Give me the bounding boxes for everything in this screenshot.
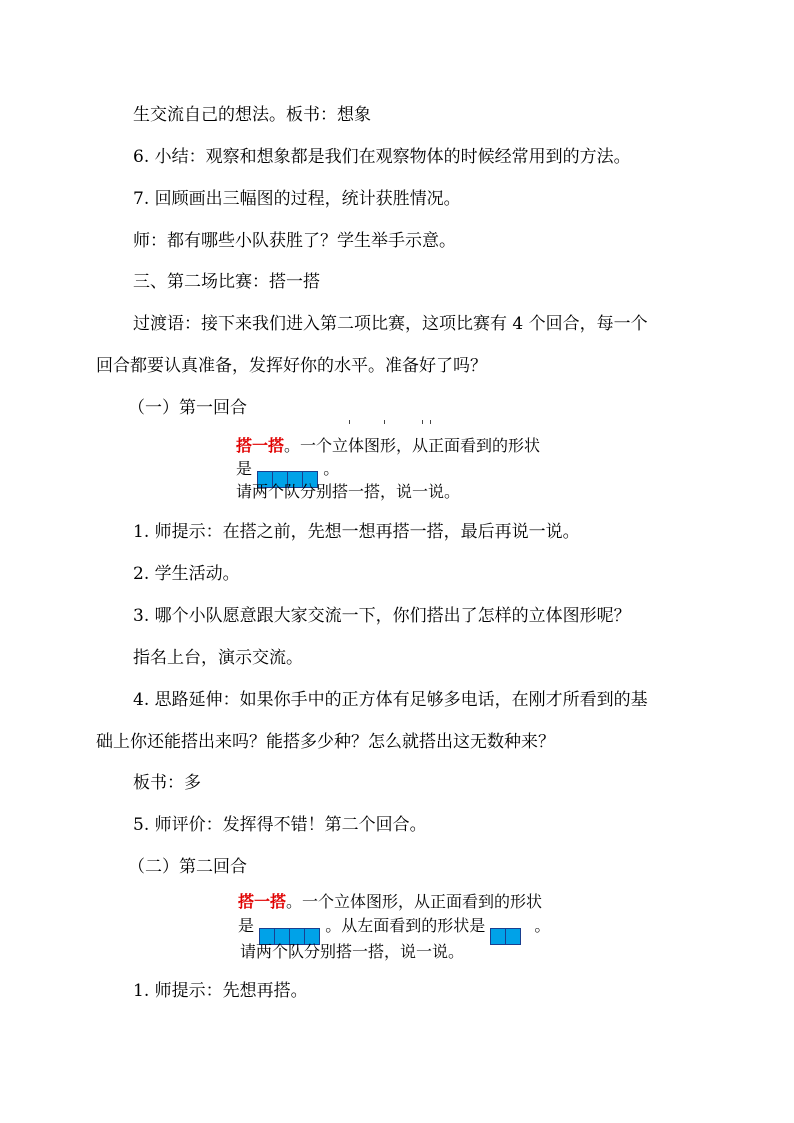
paragraph-line: 1. 师提示：在搭之前，先想一想再搭一搭，最后再说一说。	[133, 522, 580, 542]
figure-1-line-3: 请两个队分别搭一搭，说一说。	[236, 482, 461, 501]
figure-1-text: 。	[323, 459, 340, 478]
square-icon	[491, 929, 506, 944]
paragraph-line: 1. 师提示：先想再搭。	[133, 981, 308, 1001]
subsection-heading: （二）第二回合	[128, 857, 247, 877]
paragraph-line: 指名上台，演示交流。	[133, 648, 303, 668]
section-heading: 三、第二场比赛：搭一搭	[133, 272, 320, 292]
square-icon	[506, 929, 520, 944]
figure-1-text: 。一个立体图形，从正面看到的形状	[284, 436, 541, 455]
paragraph-line: 生交流自己的想法。板书：想象	[133, 105, 371, 125]
paragraph-line: 2. 学生活动。	[133, 564, 240, 584]
figure-1-highlight: 搭一搭	[236, 436, 285, 455]
paragraph-line: 础上你还能搭出来吗？能搭多少种？怎么就搭出这无数种来？	[96, 732, 555, 752]
figure-1-text: 是	[236, 459, 253, 478]
paragraph-line: 板书：多	[133, 773, 201, 793]
paragraph-line: 师：都有哪些小队获胜了？学生举手示意。	[133, 231, 456, 251]
paragraph-line: 回合都要认真准备，发挥好你的水平。准备好了吗？	[96, 356, 487, 376]
figure-2-text: 。从左面看到的形状是	[325, 916, 486, 935]
paragraph-line: 6. 小结：观察和想象都是我们在观察物体的时候经常用到的方法。	[133, 147, 631, 167]
figure-2-text: 。一个立体图形，从正面看到的形状	[286, 892, 543, 911]
figure-2-line-1	[238, 891, 542, 913]
paragraph-line: 3. 哪个小队愿意跟大家交流一下，你们搭出了怎样的立体图形呢？	[133, 606, 631, 626]
figure-2-line-3: 请两个队分别搭一搭，说一说。	[240, 942, 465, 961]
left-view-squares	[490, 928, 521, 945]
paragraph-line: 过渡语：接下来我们进入第二项比赛，这项比赛有 4 个回合，每一个	[133, 314, 648, 334]
paragraph-line: 5. 师评价：发挥得不错！第二个回合。	[133, 815, 427, 835]
figure-edge-marks	[344, 420, 444, 426]
paragraph-line: 7. 回顾画出三幅图的过程，统计获胜情况。	[133, 189, 461, 209]
figure-2-text: 是	[238, 916, 255, 935]
subsection-heading: （一）第一回合	[128, 398, 247, 418]
figure-2-text: 。	[534, 916, 551, 935]
paragraph-line: 4. 思路延伸：如果你手中的正方体有足够多电话，在刚才所看到的基	[133, 690, 648, 710]
figure-1-line-1	[236, 435, 540, 457]
figure-2-highlight: 搭一搭	[238, 892, 287, 911]
